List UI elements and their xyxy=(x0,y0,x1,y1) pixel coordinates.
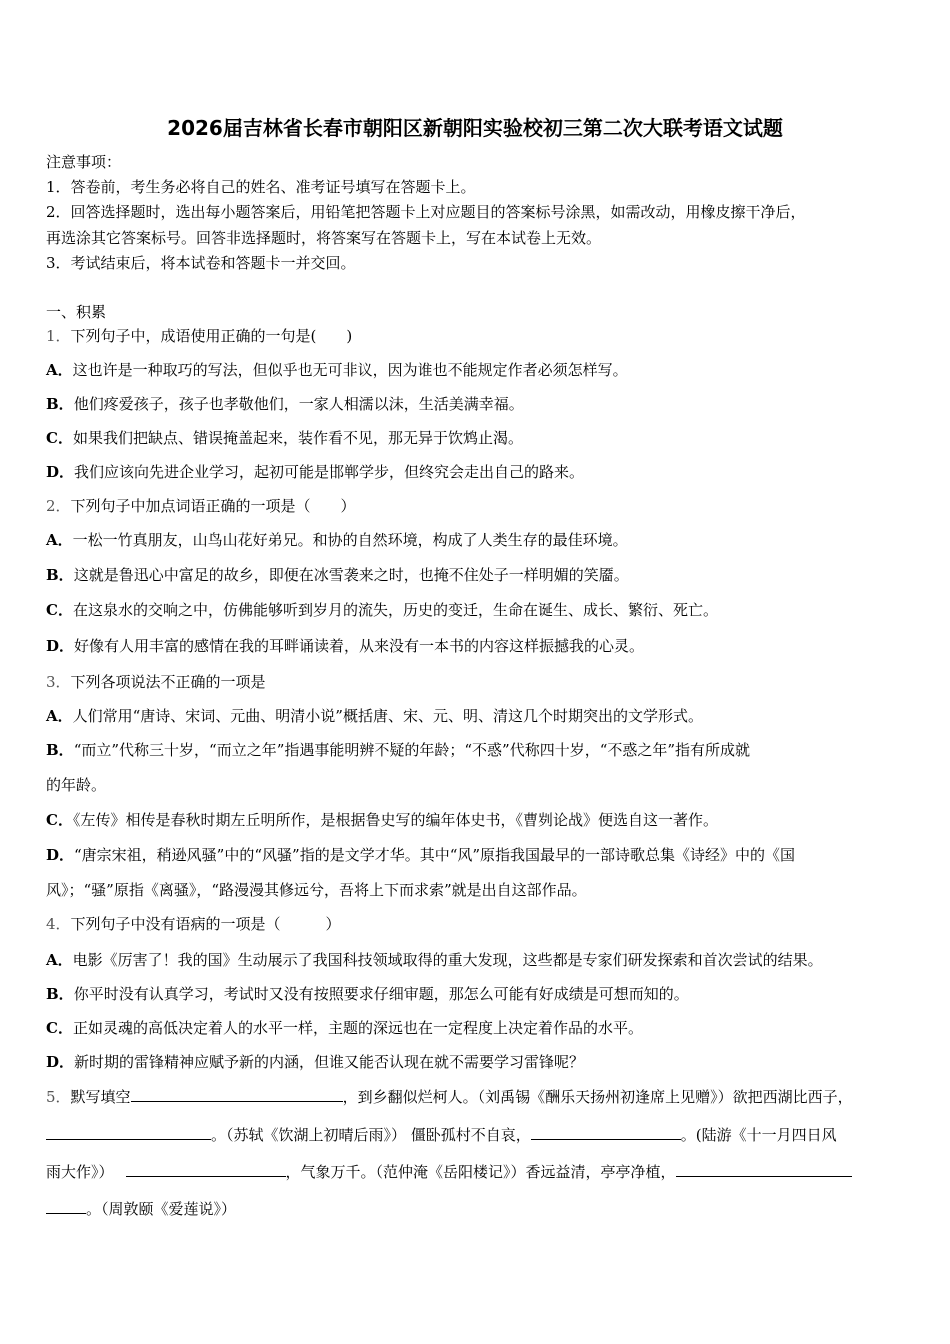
question-stem xyxy=(46,1087,853,1107)
question-text: ，到乡翻似烂柯人。（刘禹锡《酬乐天扬州初逢席上见赠》）欲把西湖比西子， xyxy=(342,1088,853,1106)
option-label: B． xyxy=(46,566,74,584)
option-label: D． xyxy=(46,846,75,864)
notice-item: 1．答卷前，考生务必将自己的姓名、准考证号填写在答题卡上。 xyxy=(46,178,476,196)
option-label: A． xyxy=(46,951,73,969)
option-label: A． xyxy=(46,361,73,379)
page-title: 2026届吉林省长春市朝阳区新朝阳实验校初三第二次大联考语文试题 xyxy=(167,116,783,140)
question-text: 雨大作》） xyxy=(46,1163,114,1181)
option-text: 他们疼爱孩子，孩子也孝敬他们，一家人相濡以沫，生活美满幸福。 xyxy=(73,395,524,413)
option-label: B． xyxy=(46,741,74,759)
option-text: 正如灵魂的高低决定着人的水平一样，主题的深远也在一定程度上决定着作品的水平。 xyxy=(72,1019,643,1037)
question-line xyxy=(46,1162,852,1182)
question-number: 2． xyxy=(46,497,71,515)
option-text: 人们常用“唐诗、宋词、元曲、明清小说”概括唐、宋、元、明、清这几个时期突出的文学形式。 xyxy=(72,707,703,725)
option-text: 新时期的雷锋精神应赋予新的内涵，但谁又能否认现在就不需要学习雷锋呢？ xyxy=(74,1053,585,1071)
question-text: 下列各项说法不正确的一项是 xyxy=(70,673,266,691)
option-text: 如果我们把缺点、错误掩盖起来，装作看不见，那无异于饮鸩止渴。 xyxy=(72,429,523,447)
option-item xyxy=(46,360,628,380)
question-text: 。（苏轼《饮湖上初晴后雨》） 僵卧孤村不自哀， xyxy=(211,1126,531,1144)
option-label: C． xyxy=(46,811,73,829)
option-item xyxy=(46,984,689,1004)
option-item xyxy=(46,1052,584,1072)
fill-blank[interactable] xyxy=(46,1125,211,1140)
question-line xyxy=(46,1199,236,1219)
option-label: B． xyxy=(46,985,74,1003)
notice-heading: 注意事项： xyxy=(46,153,122,171)
option-label: A． xyxy=(46,531,73,549)
option-item xyxy=(46,636,644,656)
option-text: “唐宗宋祖，稍逊风骚”中的“风骚”指的是文学才华。其中“风”原指我国最早的一部诗歌总集《诗经》中的《国 xyxy=(74,846,796,864)
question-stem xyxy=(46,672,266,692)
question-number: 3． xyxy=(46,673,71,691)
question-stem xyxy=(46,914,341,934)
option-label: D． xyxy=(46,637,75,655)
fill-blank[interactable] xyxy=(126,1162,286,1177)
option-label: A． xyxy=(46,707,73,725)
option-continuation: 风》；“骚”原指《离骚》，“路漫漫其修远兮，吾将上下而求索”就是出自这部作品。 xyxy=(46,881,587,899)
option-label: D． xyxy=(46,1053,75,1071)
option-text: 这也许是一种取巧的写法，但似乎也无可非议，因为谁也不能规定作者必须怎样写。 xyxy=(72,361,628,379)
option-item xyxy=(46,845,795,865)
question-text: 下列句子中，成语使用正确的一句是( ) xyxy=(70,327,353,345)
option-item xyxy=(46,950,823,970)
option-item xyxy=(46,600,718,620)
notice-item: 3．考试结束后，将本试卷和答题卡一并交回。 xyxy=(46,254,356,272)
option-text: 在这泉水的交响之中，仿佛能够听到岁月的流失，历史的变迁，生命在诞生、成长、繁衍、死亡。 xyxy=(72,601,718,619)
option-item xyxy=(46,428,523,448)
question-text: 。(陆游《十一月四日风 xyxy=(680,1126,837,1144)
question-line xyxy=(46,1125,837,1145)
option-continuation: 的年龄。 xyxy=(46,776,107,794)
question-text: ，气象万千。（范仲淹《岳阳楼记》）香远益清，亭亭净植， xyxy=(285,1163,676,1181)
question-number: 5． xyxy=(46,1088,71,1106)
option-item xyxy=(46,462,584,482)
option-item xyxy=(46,530,628,550)
option-item xyxy=(46,565,629,585)
option-item xyxy=(46,1018,643,1038)
option-text: 我们应该向先进企业学习，起初可能是邯郸学步，但终究会走出自己的路来。 xyxy=(74,463,585,481)
option-label: C． xyxy=(46,601,73,619)
option-label: C． xyxy=(46,1019,73,1037)
option-text: 《左传》相传是春秋时期左丘明所作，是根据鲁史写的编年体史书，《曹刿论战》便选自这一著作。 xyxy=(72,811,718,829)
question-text: 。（周敦颐《爱莲说》） xyxy=(86,1200,237,1218)
option-label: D． xyxy=(46,463,75,481)
option-text: 电影《厉害了！我的国》生动展示了我国科技领域取得的重大发现，这些都是专家们研发探索和首次尝试的结果。 xyxy=(72,951,823,969)
question-number: 4． xyxy=(46,915,71,933)
question-stem xyxy=(46,496,356,516)
fill-blank[interactable] xyxy=(46,1199,86,1214)
question-stem xyxy=(46,326,352,346)
notice-item: 再选涂其它答案标号。回答非选择题时，将答案写在答题卡上，写在本试卷上无效。 xyxy=(46,229,602,247)
option-label: C． xyxy=(46,429,73,447)
question-text: 默写填空 xyxy=(70,1088,131,1106)
fill-blank[interactable] xyxy=(131,1087,343,1102)
fill-blank[interactable] xyxy=(676,1162,852,1177)
notice-item: 2．回答选择题时，选出每小题答案后，用铅笔把答题卡上对应题目的答案标号涂黑，如需改动，用橡皮擦干净后， xyxy=(46,203,806,221)
option-text: 好像有人用丰富的感情在我的耳畔诵读着，从来没有一本书的内容这样振撼我的心灵。 xyxy=(74,637,645,655)
question-number: 1． xyxy=(46,327,71,345)
option-text: 一松一竹真朋友，山鸟山花好弟兄。和协的自然环境，构成了人类生存的最佳环境。 xyxy=(72,531,628,549)
option-item xyxy=(46,706,703,726)
option-item xyxy=(46,810,718,830)
option-text: 你平时没有认真学习，考试时又没有按照要求仔细审题，那怎么可能有好成绩是可想而知的。 xyxy=(73,985,689,1003)
option-item xyxy=(46,740,750,760)
option-label: B． xyxy=(46,395,74,413)
fill-blank[interactable] xyxy=(531,1125,681,1140)
question-text: 下列句子中加点词语正确的一项是（ ） xyxy=(70,497,356,515)
question-text: 下列句子中没有语病的一项是（ ） xyxy=(70,915,341,933)
section-heading: 一、积累 xyxy=(46,303,107,321)
option-item xyxy=(46,394,524,414)
option-text: 这就是鲁迅心中富足的故乡，即便在冰雪袭来之时，也掩不住处子一样明媚的笑靥。 xyxy=(73,566,629,584)
option-text: “而立”代称三十岁，“而立之年”指遇事能明辨不疑的年龄；“不惑”代称四十岁，“不惑之年”指有所成就 xyxy=(73,741,751,759)
